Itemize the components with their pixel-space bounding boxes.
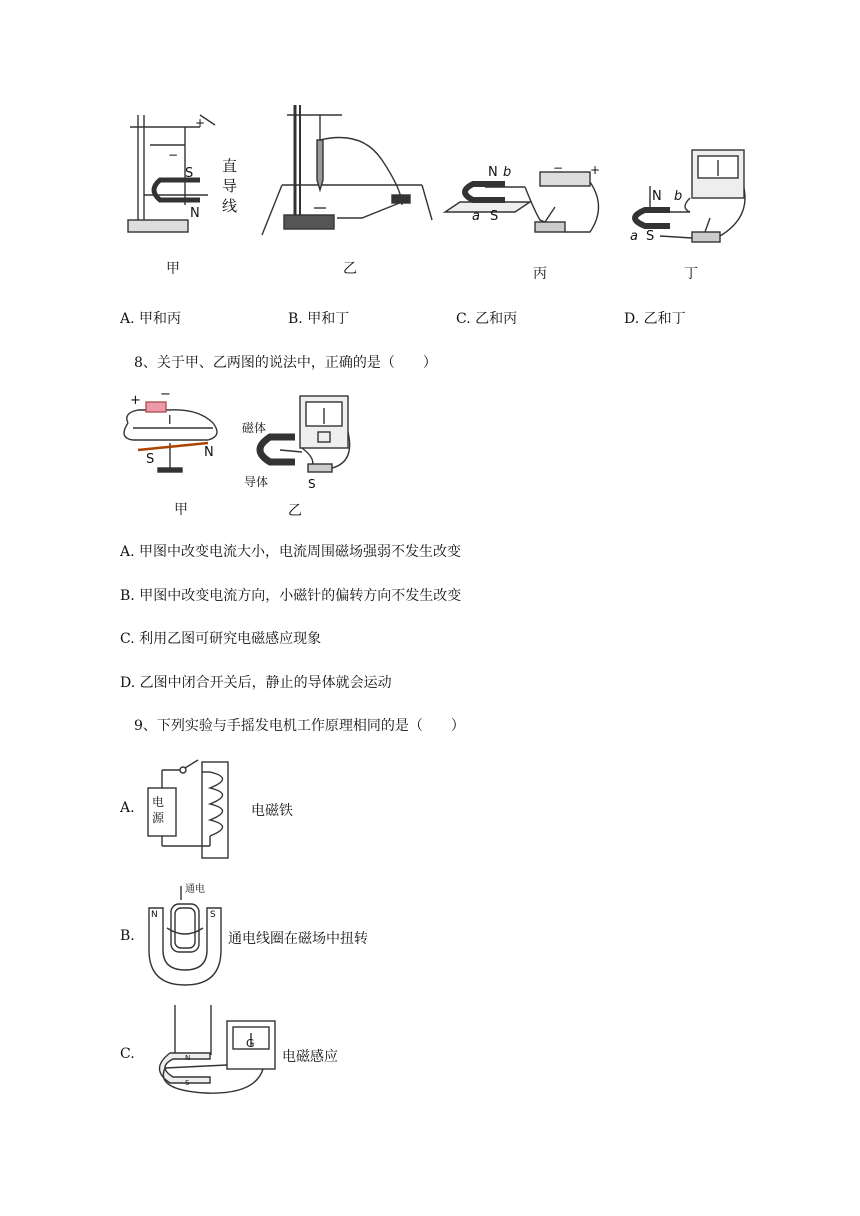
q9-option-c-letter[interactable]: C. xyxy=(120,1046,135,1062)
q8-option-b-letter: B. xyxy=(120,588,135,604)
q8-option-b[interactable] xyxy=(120,585,461,605)
q8-option-c[interactable] xyxy=(120,628,321,648)
ding-label-b: b xyxy=(674,189,683,204)
q8-option-b-text: 甲图中改变电流方向，小磁针的偏转方向不发生改变 xyxy=(139,588,462,604)
bing-caption: 丙 xyxy=(533,266,547,282)
q9-option-b-letter[interactable]: B. xyxy=(120,928,135,944)
q7-option-b-text: 甲和丁 xyxy=(307,311,350,327)
figure-bing xyxy=(445,162,605,242)
ding-pole-s: S xyxy=(646,229,655,244)
jia-straight-wire-label: 直 导 线 xyxy=(222,157,238,215)
figure-yi xyxy=(262,100,437,235)
q8-option-a-text: 甲图中改变电流大小，电流周围磁场强弱不发生改变 xyxy=(139,544,462,560)
q8-option-c-text: 利用乙图可研究电磁感应现象 xyxy=(139,631,322,647)
q8-yi-conductor-label: 导体 xyxy=(244,475,269,489)
q9-b-pole-s: S xyxy=(210,910,216,920)
q8-yi-caption: 乙 xyxy=(288,503,302,519)
q9-a-power-label: 电 源 xyxy=(152,795,165,825)
q8-option-a-letter: A. xyxy=(120,544,135,560)
figure-q8-yi xyxy=(240,392,360,491)
q8-yi-switch-label: S xyxy=(308,477,316,491)
q8-option-d-letter: D. xyxy=(120,675,136,691)
q8-jia-caption: 甲 xyxy=(174,502,188,518)
ding-label-a: a xyxy=(630,229,638,244)
jia-plus: + xyxy=(195,116,206,130)
figure-q9-c-induction xyxy=(145,1005,280,1100)
bing-plus: + xyxy=(590,163,601,177)
bing-pole-n: N xyxy=(488,165,498,180)
jia-minus: − xyxy=(168,148,179,162)
q8-option-d-text: 乙图中闭合开关后，静止的导体就会运动 xyxy=(139,675,392,691)
q9-option-a-letter[interactable]: A. xyxy=(120,800,135,816)
jia-pole-n: N xyxy=(190,206,200,221)
q8-yi-magnet-label: 磁体 xyxy=(242,421,267,435)
q8-jia-minus: − xyxy=(160,387,171,402)
q9-c-pole-n: N xyxy=(185,1054,191,1062)
q8-jia-pole-n: N xyxy=(204,445,214,460)
q9-option-c-text: 电磁感应 xyxy=(282,1049,338,1065)
q9-option-b-text: 通电线圈在磁场中扭转 xyxy=(228,931,368,947)
bing-label-b: b xyxy=(503,165,512,180)
q7-option-c[interactable] xyxy=(456,308,517,328)
q9-c-galvanometer-label: G xyxy=(246,1037,255,1050)
q9-b-energized-label: 通电 xyxy=(185,884,205,895)
figure-q8-jia xyxy=(118,388,228,473)
yi-caption: 乙 xyxy=(343,261,357,277)
q7-option-d-text: 乙和丁 xyxy=(643,311,686,327)
q7-option-c-text: 乙和丙 xyxy=(475,311,518,327)
bing-label-a: a xyxy=(472,209,480,224)
q7-option-d-letter: D. xyxy=(624,311,640,327)
q8-jia-pole-s: S xyxy=(146,452,155,467)
q7-option-a-text: 甲和丙 xyxy=(139,311,182,327)
q7-option-d[interactable] xyxy=(624,308,686,328)
ding-caption: 丁 xyxy=(684,266,698,282)
q7-option-c-letter: C. xyxy=(456,311,471,327)
ding-pole-n: N xyxy=(652,189,662,204)
q8-jia-plus: + xyxy=(130,393,141,408)
q7-option-a[interactable] xyxy=(120,308,181,328)
q8-stem: 8、关于甲、乙两图的说法中，正确的是（ ） xyxy=(134,355,437,371)
q8-option-c-letter: C. xyxy=(120,631,135,647)
bing-pole-s: S xyxy=(490,209,499,224)
q9-stem: 9、下列实验与手摇发电机工作原理相同的是（ ） xyxy=(134,718,465,734)
q8-jia-current: I xyxy=(168,413,172,427)
jia-pole-s: S xyxy=(185,166,194,181)
q8-option-d[interactable] xyxy=(120,672,392,692)
jia-caption: 甲 xyxy=(166,261,180,277)
figure-q9-b-motor xyxy=(145,880,225,990)
q9-b-pole-n: N xyxy=(151,910,158,920)
q9-option-a-text: 电磁铁 xyxy=(251,803,293,819)
q9-c-pole-s: S xyxy=(185,1079,190,1087)
figure-ding xyxy=(620,148,750,248)
q7-option-a-letter: A. xyxy=(120,311,135,327)
q7-option-b-letter: B. xyxy=(288,311,303,327)
bing-minus: − xyxy=(553,161,564,175)
q7-option-b[interactable] xyxy=(288,308,349,328)
q8-option-a[interactable] xyxy=(120,541,461,561)
